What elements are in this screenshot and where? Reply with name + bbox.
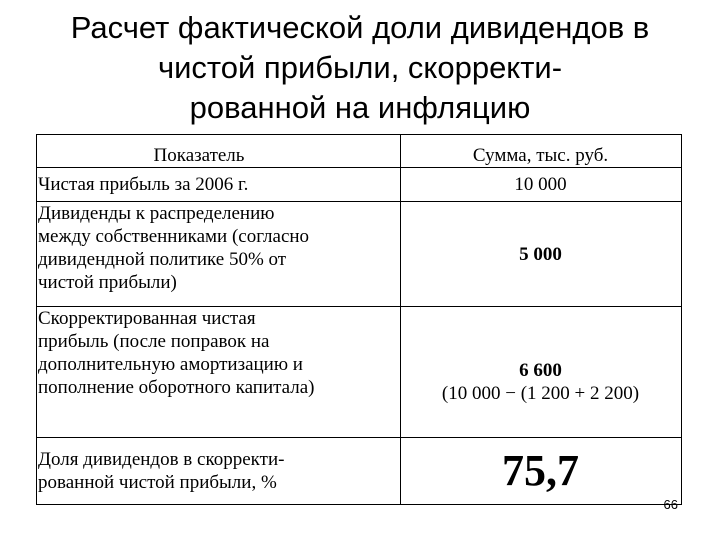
- row-value: [401, 168, 682, 202]
- row-value: [401, 307, 682, 438]
- value-formula: (10 000 − (1 200 + 2 200): [441, 383, 640, 404]
- table-row-dividends: [37, 202, 682, 307]
- label-line: прибыль (после поправок на: [38, 331, 270, 352]
- row-value: [401, 202, 682, 307]
- title-line-1: Расчет фактической доли дивидендов в: [70, 10, 650, 45]
- row-value: [401, 438, 682, 505]
- header-amount: Сумма, тыс. руб.: [401, 135, 682, 168]
- label-line: дополнительную амортизацию и: [38, 354, 303, 375]
- table-row-adjusted-profit: [37, 307, 682, 438]
- value-line: 5 000: [519, 243, 562, 265]
- title-line-2: чистой прибыли, скорректи-: [157, 50, 563, 85]
- label-line: чистой прибыли): [38, 272, 177, 293]
- label-line: рованной чистой прибыли, %: [38, 472, 277, 493]
- row-label: [37, 202, 401, 307]
- table-row-net-profit: [37, 168, 682, 202]
- label-line: между собственниками (согласно: [38, 226, 310, 247]
- dividend-table: [36, 134, 682, 505]
- label-line: Чистая прибыль за 2006 г.: [38, 174, 249, 195]
- label-line: Дивиденды к распределению: [38, 203, 275, 224]
- row-label: [37, 168, 401, 202]
- label-line: пополнение оборотного капитала): [38, 377, 315, 398]
- page-number: 66: [663, 497, 678, 512]
- table-header-row: [37, 135, 682, 168]
- label-line: Скорректированная чистая: [38, 308, 256, 329]
- header-indicator: Показатель: [37, 135, 401, 168]
- value-highlight: 75,7: [502, 446, 579, 495]
- slide-title: [20, 8, 700, 128]
- row-label: [37, 307, 401, 438]
- value-line: 10 000: [514, 174, 567, 195]
- row-label: [37, 438, 401, 505]
- label-line: дивидендной политике 50% от: [38, 249, 287, 270]
- value-line: 6 600: [519, 360, 562, 381]
- label-line: Доля дивидендов в скорректи-: [38, 449, 285, 470]
- title-line-3: рованной на инфляцию: [189, 90, 531, 125]
- table-row-dividend-share: [37, 438, 682, 505]
